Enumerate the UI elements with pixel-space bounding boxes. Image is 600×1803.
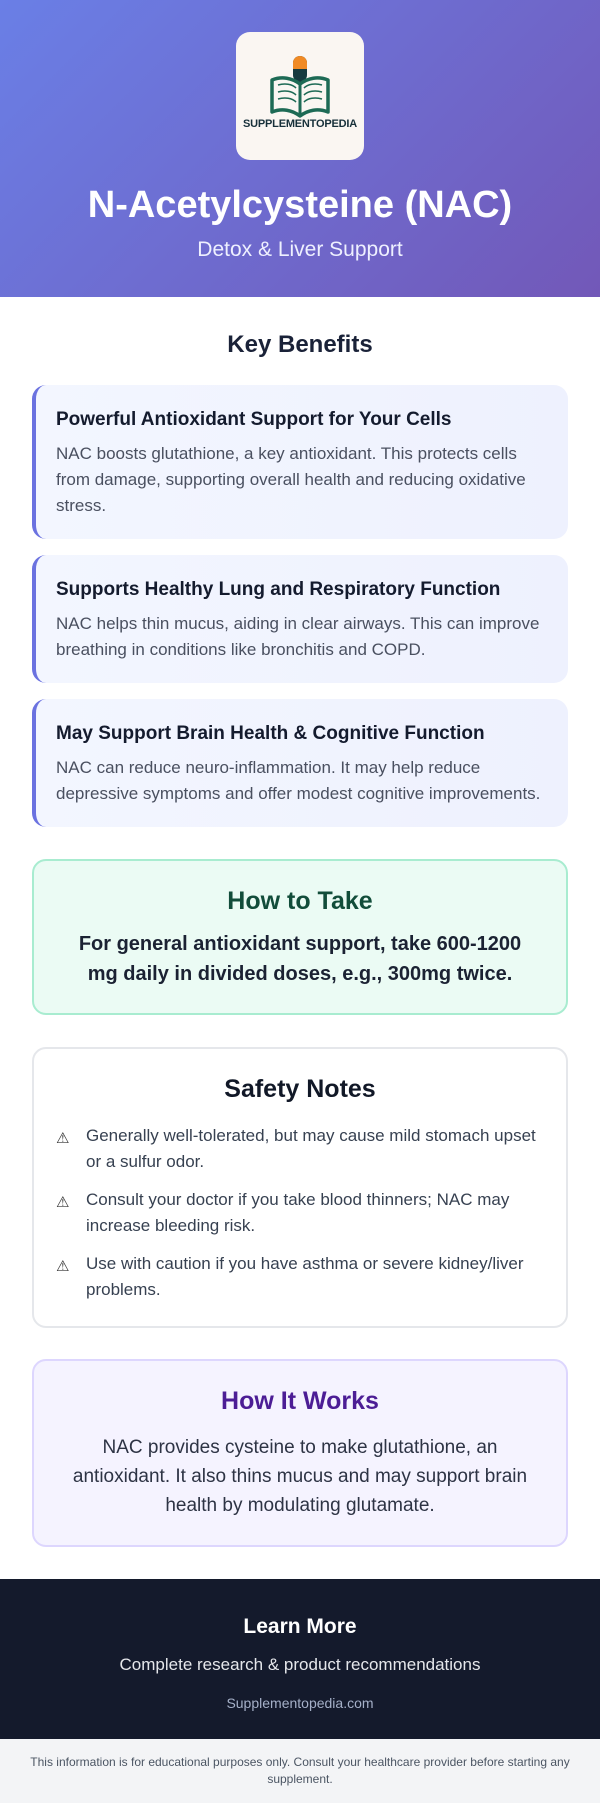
benefit-title: Supports Healthy Lung and Respiratory Function [56, 579, 501, 600]
footer-description: Complete research & product recommendations [119, 1655, 481, 1674]
brand-logo-text: SUPPLEMENTOPEDIA [243, 118, 357, 130]
benefit-title: May Support Brain Health & Cognitive Function [56, 723, 485, 744]
hero-header [0, 0, 600, 297]
benefit-card [32, 385, 568, 539]
warning-icon: ⚠ [56, 1258, 70, 1275]
how-it-works-heading: How It Works [221, 1387, 379, 1415]
safety-item [56, 1251, 540, 1303]
safety-item-text: Generally well-tolerated, but may cause mild stomach upset or a sulfur odor. [86, 1126, 536, 1171]
safety-list [56, 1123, 540, 1303]
warning-icon: ⚠ [56, 1194, 70, 1211]
safety-notes-card [32, 1047, 568, 1328]
benefits-heading: Key Benefits [227, 331, 373, 358]
how-to-take-heading: How to Take [227, 887, 373, 915]
how-it-works-text: NAC provides cysteine to make glutathione, an antioxidant. It also thins mucus and may support brain health by modulating glutamate. [72, 1437, 528, 1516]
footer [0, 1579, 600, 1739]
dosage-text: For general antioxidant support, take 600-1200 mg daily in divided doses, e.g., 300mg twice. [78, 933, 522, 985]
benefit-title: Powerful Antioxidant Support for Your Cells [56, 409, 452, 430]
how-to-take-card [32, 859, 568, 1015]
safety-item [56, 1187, 540, 1239]
safety-item-text: Consult your doctor if you take blood thinners; NAC may increase bleeding risk. [86, 1190, 510, 1235]
how-it-works-card [32, 1359, 568, 1547]
book-capsule-icon [266, 54, 334, 120]
safety-item [56, 1123, 540, 1175]
warning-icon: ⚠ [56, 1130, 70, 1147]
benefit-card [32, 555, 568, 683]
page-subtitle: Detox & Liver Support [197, 238, 403, 261]
benefit-text: NAC helps thin mucus, aiding in clear airways. This can improve breathing in conditions like bronchitis and COPD. [56, 614, 540, 659]
safety-item-text: Use with caution if you have asthma or severe kidney/liver problems. [86, 1254, 524, 1299]
benefit-text: NAC can reduce neuro-inflammation. It may help reduce depressive symptoms and offer modest cognitive improvements. [56, 758, 541, 803]
learn-more-heading: Learn More [243, 1615, 357, 1638]
website-link[interactable]: Supplementopedia.com [226, 1695, 374, 1711]
safety-heading: Safety Notes [224, 1075, 376, 1103]
benefit-card [32, 699, 568, 827]
brand-logo [236, 32, 364, 160]
page-title: N-Acetylcysteine (NAC) [87, 184, 513, 226]
disclaimer: This information is for educational purposes only. Consult your healthcare provider before starting any supplement. [0, 1739, 600, 1803]
benefit-text: NAC boosts glutathione, a key antioxidant. This protects cells from damage, supporting overall health and reducing oxidative stress. [56, 444, 526, 515]
